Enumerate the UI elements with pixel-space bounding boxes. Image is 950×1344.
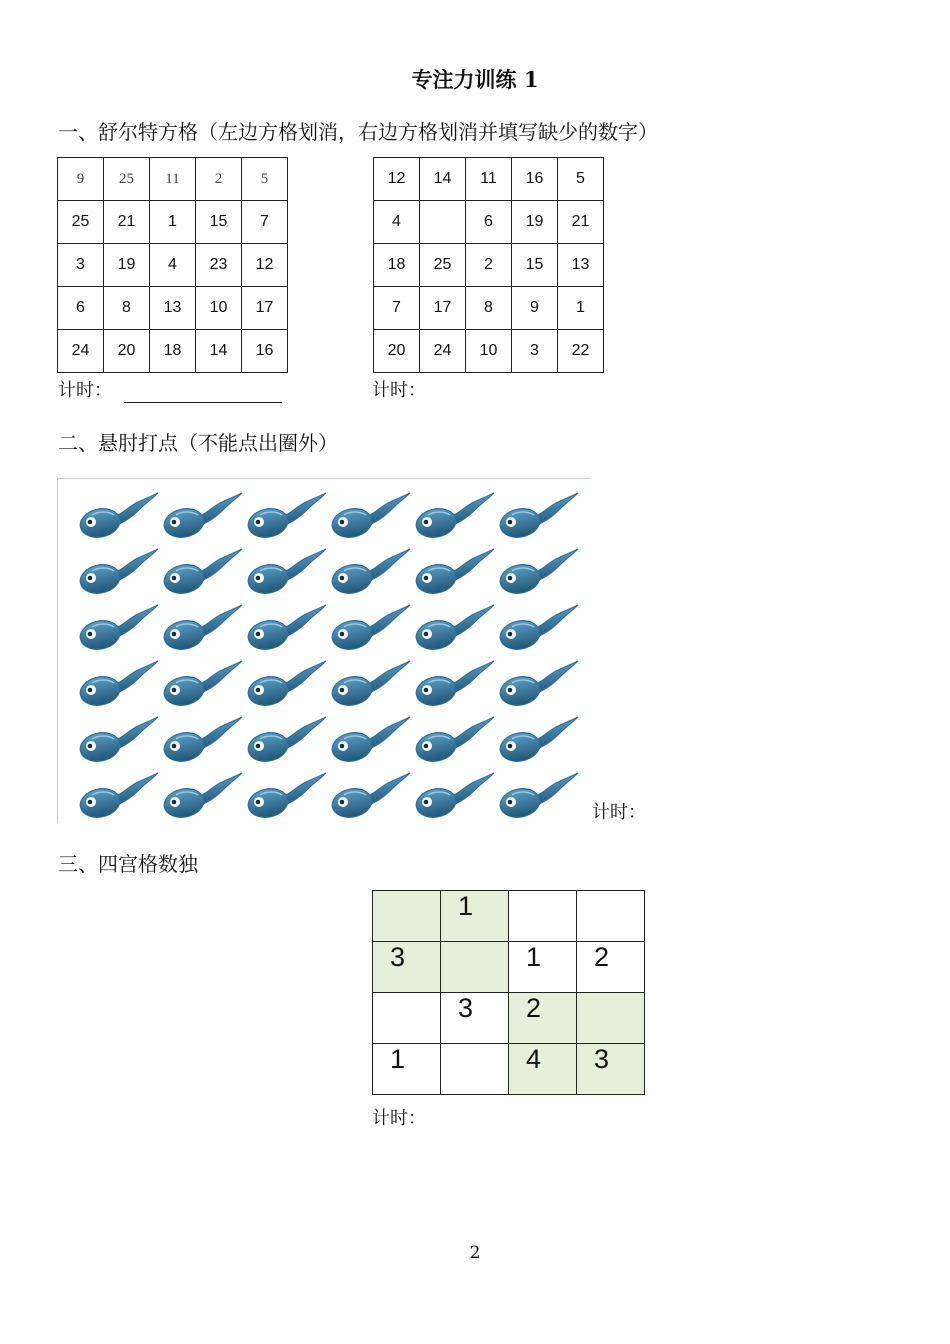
tadpole bbox=[162, 549, 242, 597]
sudoku-cell[interactable] bbox=[441, 1044, 509, 1095]
timer-label-sudoku: 计时： bbox=[372, 1108, 426, 1129]
grid-cell[interactable]: 3 bbox=[512, 330, 558, 373]
grid-cell[interactable]: 11 bbox=[150, 158, 196, 201]
grid-cell[interactable]: 12 bbox=[242, 244, 288, 287]
grid-row bbox=[58, 330, 288, 373]
tadpole bbox=[246, 661, 326, 709]
sudoku-row bbox=[373, 891, 645, 942]
grid-cell[interactable]: 14 bbox=[420, 158, 466, 201]
grid-cell[interactable]: 13 bbox=[558, 244, 604, 287]
grid-cell[interactable]: 4 bbox=[374, 201, 420, 244]
tadpole bbox=[246, 605, 326, 653]
tadpole bbox=[78, 493, 158, 541]
grid-cell[interactable]: 24 bbox=[58, 330, 104, 373]
timer-label-schulte-left: 计时： bbox=[58, 380, 112, 401]
grid-cell[interactable]: 25 bbox=[420, 244, 466, 287]
grid-row bbox=[58, 287, 288, 330]
tadpole bbox=[330, 493, 410, 541]
sudoku-cell[interactable]: 2 bbox=[509, 993, 577, 1044]
grid-cell[interactable]: 15 bbox=[512, 244, 558, 287]
tadpole bbox=[78, 549, 158, 597]
grid-cell[interactable]: 8 bbox=[104, 287, 150, 330]
grid-cell[interactable]: 6 bbox=[58, 287, 104, 330]
grid-cell[interactable]: 17 bbox=[420, 287, 466, 330]
grid-cell[interactable]: 25 bbox=[104, 158, 150, 201]
sudoku-row bbox=[373, 1044, 645, 1095]
sudoku-cell[interactable] bbox=[373, 993, 441, 1044]
grid-cell[interactable]: 10 bbox=[466, 330, 512, 373]
missing-number-cell[interactable] bbox=[420, 201, 466, 244]
grid-cell[interactable]: 1 bbox=[558, 287, 604, 330]
grid-cell[interactable]: 8 bbox=[466, 287, 512, 330]
sudoku-cell[interactable] bbox=[577, 891, 645, 942]
section-heading-schulte: 一、舒尔特方格（左边方格划消，右边方格划消并填写缺少的数字） bbox=[58, 120, 658, 144]
sudoku-row bbox=[373, 993, 645, 1044]
tadpole bbox=[414, 717, 494, 765]
grid-cell[interactable]: 2 bbox=[196, 158, 242, 201]
tadpole bbox=[162, 493, 242, 541]
timer-label-dotting: 计时： bbox=[592, 802, 646, 823]
tadpole bbox=[162, 605, 242, 653]
schulte-grid-left bbox=[57, 157, 288, 373]
tadpole bbox=[162, 717, 242, 765]
sudoku-cell[interactable]: 4 bbox=[509, 1044, 577, 1095]
page-title: 专注力训练 1 bbox=[411, 67, 539, 92]
sudoku-grid bbox=[372, 890, 645, 1095]
tadpole bbox=[246, 549, 326, 597]
grid-row bbox=[58, 158, 288, 201]
tadpole bbox=[330, 605, 410, 653]
schulte-grid-right bbox=[373, 157, 604, 373]
grid-row bbox=[374, 158, 604, 201]
tadpole bbox=[498, 605, 578, 653]
grid-row bbox=[374, 287, 604, 330]
tadpole-grid bbox=[58, 479, 591, 823]
grid-cell[interactable]: 16 bbox=[512, 158, 558, 201]
grid-cell[interactable]: 2 bbox=[466, 244, 512, 287]
tadpole bbox=[78, 773, 158, 821]
sudoku-cell[interactable]: 3 bbox=[441, 993, 509, 1044]
grid-cell[interactable]: 5 bbox=[558, 158, 604, 201]
grid-row bbox=[58, 244, 288, 287]
tadpole bbox=[498, 717, 578, 765]
tadpole bbox=[246, 717, 326, 765]
tadpole bbox=[414, 493, 494, 541]
grid-cell[interactable]: 18 bbox=[150, 330, 196, 373]
grid-cell[interactable]: 24 bbox=[420, 330, 466, 373]
section-heading-sudoku: 三、四宫格数独 bbox=[58, 852, 198, 876]
grid-cell[interactable]: 13 bbox=[150, 287, 196, 330]
tadpole bbox=[78, 717, 158, 765]
tadpole bbox=[498, 773, 578, 821]
grid-cell[interactable]: 20 bbox=[104, 330, 150, 373]
sudoku-row bbox=[373, 942, 645, 993]
sudoku-cell[interactable] bbox=[441, 942, 509, 993]
grid-cell[interactable]: 17 bbox=[242, 287, 288, 330]
grid-cell[interactable]: 21 bbox=[558, 201, 604, 244]
grid-cell[interactable]: 7 bbox=[242, 201, 288, 244]
grid-cell[interactable]: 4 bbox=[150, 244, 196, 287]
grid-cell[interactable]: 10 bbox=[196, 287, 242, 330]
grid-cell[interactable]: 7 bbox=[374, 287, 420, 330]
tadpole bbox=[414, 549, 494, 597]
grid-row bbox=[374, 244, 604, 287]
grid-cell[interactable]: 19 bbox=[104, 244, 150, 287]
grid-cell[interactable]: 3 bbox=[58, 244, 104, 287]
tadpole bbox=[162, 661, 242, 709]
grid-cell[interactable]: 5 bbox=[242, 158, 288, 201]
tadpole bbox=[78, 661, 158, 709]
tadpole bbox=[330, 549, 410, 597]
sudoku-cell[interactable]: 1 bbox=[373, 1044, 441, 1095]
grid-cell[interactable]: 11 bbox=[466, 158, 512, 201]
page-number: 2 bbox=[469, 1243, 481, 1263]
grid-cell[interactable]: 9 bbox=[58, 158, 104, 201]
grid-cell[interactable]: 18 bbox=[374, 244, 420, 287]
tadpole bbox=[330, 661, 410, 709]
grid-row bbox=[374, 330, 604, 373]
grid-cell[interactable]: 6 bbox=[466, 201, 512, 244]
sudoku-cell[interactable]: 1 bbox=[441, 891, 509, 942]
grid-cell[interactable]: 15 bbox=[196, 201, 242, 244]
grid-cell[interactable]: 20 bbox=[374, 330, 420, 373]
grid-cell[interactable]: 21 bbox=[104, 201, 150, 244]
tadpole bbox=[246, 773, 326, 821]
tadpole bbox=[78, 605, 158, 653]
grid-cell[interactable]: 19 bbox=[512, 201, 558, 244]
tadpole bbox=[246, 493, 326, 541]
sudoku-cell[interactable] bbox=[509, 891, 577, 942]
grid-row bbox=[374, 201, 604, 244]
grid-cell[interactable]: 14 bbox=[196, 330, 242, 373]
sudoku-cell[interactable]: 1 bbox=[509, 942, 577, 993]
timer-label-schulte-right: 计时： bbox=[372, 380, 426, 401]
grid-cell[interactable]: 22 bbox=[558, 330, 604, 373]
sudoku-cell[interactable]: 2 bbox=[577, 942, 645, 993]
tadpole bbox=[498, 493, 578, 541]
tadpole bbox=[498, 549, 578, 597]
grid-cell[interactable]: 23 bbox=[196, 244, 242, 287]
tadpole bbox=[414, 773, 494, 821]
timer-answer-line[interactable] bbox=[124, 402, 282, 403]
sudoku-cell[interactable] bbox=[373, 891, 441, 942]
sudoku-cell[interactable]: 3 bbox=[373, 942, 441, 993]
tadpole bbox=[498, 661, 578, 709]
grid-cell[interactable]: 16 bbox=[242, 330, 288, 373]
tadpole-picture[interactable] bbox=[57, 478, 591, 823]
grid-cell[interactable]: 25 bbox=[58, 201, 104, 244]
grid-cell[interactable]: 9 bbox=[512, 287, 558, 330]
tadpole bbox=[414, 661, 494, 709]
grid-cell[interactable]: 1 bbox=[150, 201, 196, 244]
grid-row bbox=[58, 201, 288, 244]
section-heading-dotting: 二、悬肘打点（不能点出圈外） bbox=[58, 431, 338, 455]
grid-cell[interactable]: 12 bbox=[374, 158, 420, 201]
tadpole bbox=[414, 605, 494, 653]
sudoku-cell[interactable] bbox=[577, 993, 645, 1044]
tadpole bbox=[330, 773, 410, 821]
sudoku-cell[interactable]: 3 bbox=[577, 1044, 645, 1095]
tadpole bbox=[330, 717, 410, 765]
tadpole bbox=[162, 773, 242, 821]
